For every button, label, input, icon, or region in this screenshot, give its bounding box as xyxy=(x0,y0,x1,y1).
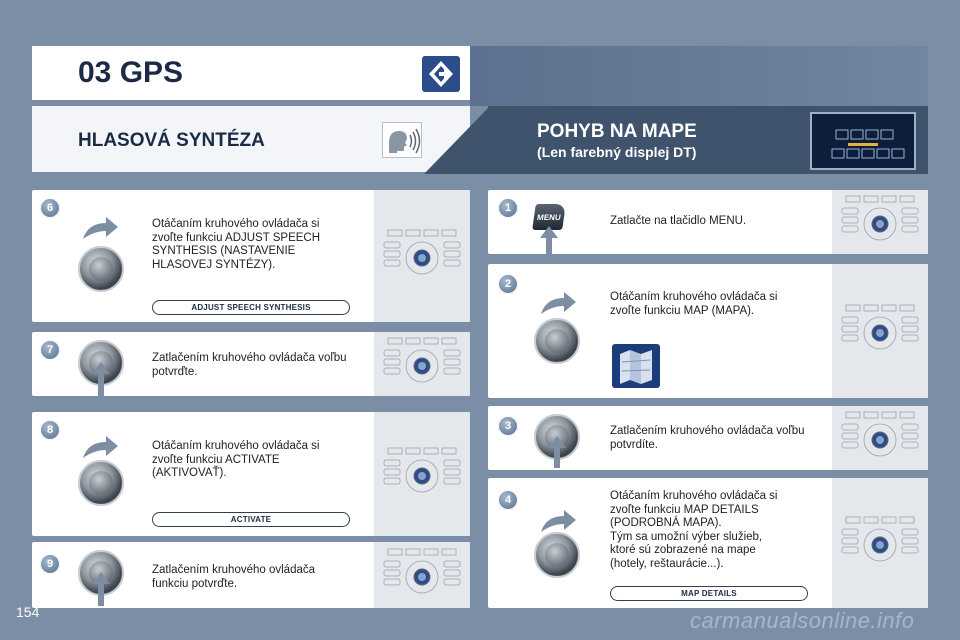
radio-panel-image xyxy=(832,264,928,398)
step-badge: 1 xyxy=(498,198,518,218)
step-badge: 8 xyxy=(40,420,60,440)
map-icon xyxy=(612,344,660,388)
step-text: Zatlačením kruhového ovládača voľbu potvrdíte. xyxy=(610,425,805,451)
push-arrow-icon xyxy=(92,362,110,396)
rotary-knob xyxy=(78,460,124,506)
page-number: 154 xyxy=(16,604,40,620)
radio-panel-image xyxy=(832,406,928,470)
step-text: Zatlačením kruhového ovládača voľbu potvrďte. xyxy=(152,352,347,378)
radio-panel-image xyxy=(832,478,928,608)
push-arrow-icon xyxy=(540,226,558,258)
step-badge: 3 xyxy=(498,416,518,436)
step-text: Otáčaním kruhového ovládača si zvoľte funkciu MAP (MAPA). xyxy=(610,291,778,317)
push-arrow-icon xyxy=(548,436,566,468)
radio-panel-drawing xyxy=(374,542,470,608)
radio-panel-drawing xyxy=(832,190,928,254)
radio-panel-drawing xyxy=(374,332,470,396)
menu-label-pill: ADJUST SPEECH SYNTHESIS xyxy=(152,300,350,315)
radio-panel-image xyxy=(832,190,928,254)
radio-panel-image xyxy=(374,190,470,322)
step-text: Zatlačte na tlačidlo MENU. xyxy=(610,215,747,227)
rotate-arrow-icon xyxy=(80,215,120,241)
menu-label-pill: ACTIVATE xyxy=(152,512,350,527)
menu-button: MENU xyxy=(532,204,566,230)
step-badge: 6 xyxy=(40,198,60,218)
step-badge: 7 xyxy=(40,340,60,360)
step-text: Otáčaním kruhového ovládača si zvoľte funkciu ACTIVATE (AKTIVOVAŤ). xyxy=(152,440,320,479)
step-badge: 2 xyxy=(498,274,518,294)
right-section-subtitle: (Len farebný displej DT) xyxy=(537,144,697,160)
rotary-knob xyxy=(534,318,580,364)
right-section-title: POHYB NA MAPE xyxy=(537,121,697,142)
radio-panel-drawing xyxy=(832,478,928,608)
step-text: Otáčaním kruhového ovládača si zvoľte funkciu MAP DETAILS (PODROBNÁ MAPA). Tým sa umožní výber služieb, ktoré sú zobrazené na mape (hotely, reštaurácie...). xyxy=(610,490,778,570)
rotate-arrow-icon xyxy=(80,434,120,460)
map-display-icon xyxy=(810,112,916,170)
menu-label-pill: MAP DETAILS xyxy=(610,586,808,601)
radio-panel-image xyxy=(374,412,470,536)
rotary-knob xyxy=(534,532,580,578)
radio-panel-drawing xyxy=(832,264,928,398)
chapter-header-right xyxy=(470,46,928,106)
voice-synthesis-icon xyxy=(382,122,422,158)
radio-panel-drawing xyxy=(374,190,470,322)
rotate-arrow-icon xyxy=(538,508,578,534)
radio-panel-drawing xyxy=(832,406,928,470)
push-arrow-icon xyxy=(92,572,110,606)
step-badge: 4 xyxy=(498,490,518,510)
radio-panel-image xyxy=(374,332,470,396)
chapter-title: 03 GPS xyxy=(78,56,184,89)
navigation-icon xyxy=(422,56,460,92)
radio-panel-drawing xyxy=(374,412,470,536)
rotary-knob xyxy=(78,246,124,292)
rotate-arrow-icon xyxy=(538,290,578,316)
footer-watermark: carmanualsonline.info xyxy=(690,608,915,633)
step-badge: 9 xyxy=(40,554,60,574)
step-text: Zatlačením kruhového ovládača funkciu potvrďte. xyxy=(152,564,316,590)
left-section-title: HLASOVÁ SYNTÉZA xyxy=(78,130,265,151)
radio-panel-image xyxy=(374,542,470,608)
step-text: Otáčaním kruhového ovládača si zvoľte funkciu ADJUST SPEECH SYNTHESIS (NASTAVENIE HLASOVEJ SYNTÉZY). xyxy=(152,218,321,271)
